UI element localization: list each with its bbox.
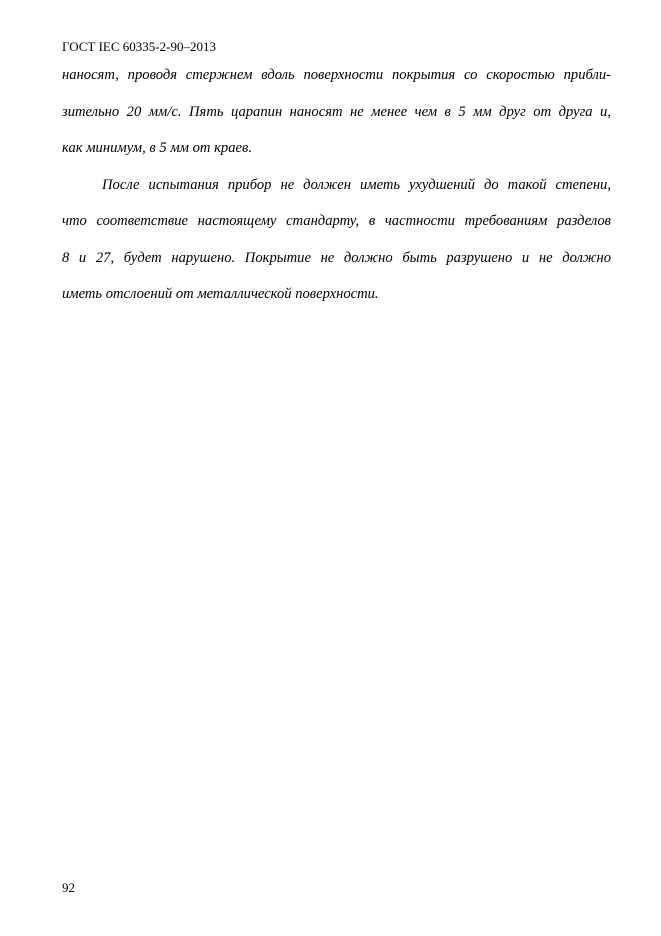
document-header: ГОСТ IEC 60335-2-90–2013 bbox=[62, 39, 216, 54]
paragraph-first-line: После испытания прибор не должен иметь ухудшений до такой степени, bbox=[102, 177, 611, 193]
text-line: что соответствие настоящему стандарту, в частности требованиям разделов bbox=[62, 213, 611, 229]
text-line: как минимум, в 5 мм от краев. bbox=[62, 140, 252, 156]
text-line: зительно 20 мм/с. Пять царапин наносят не менее чем в 5 мм друг от друга и, bbox=[62, 104, 611, 120]
text-line: наносят, проводя стержнем вдоль поверхности покрытия со скоростью прибли- bbox=[62, 67, 611, 83]
page-number: 92 bbox=[62, 880, 75, 895]
text-line: иметь отслоений от металлической поверхности. bbox=[62, 286, 379, 302]
text-line: 8 и 27, будет нарушено. Покрытие не должно быть разрушено и не должно bbox=[62, 250, 611, 266]
